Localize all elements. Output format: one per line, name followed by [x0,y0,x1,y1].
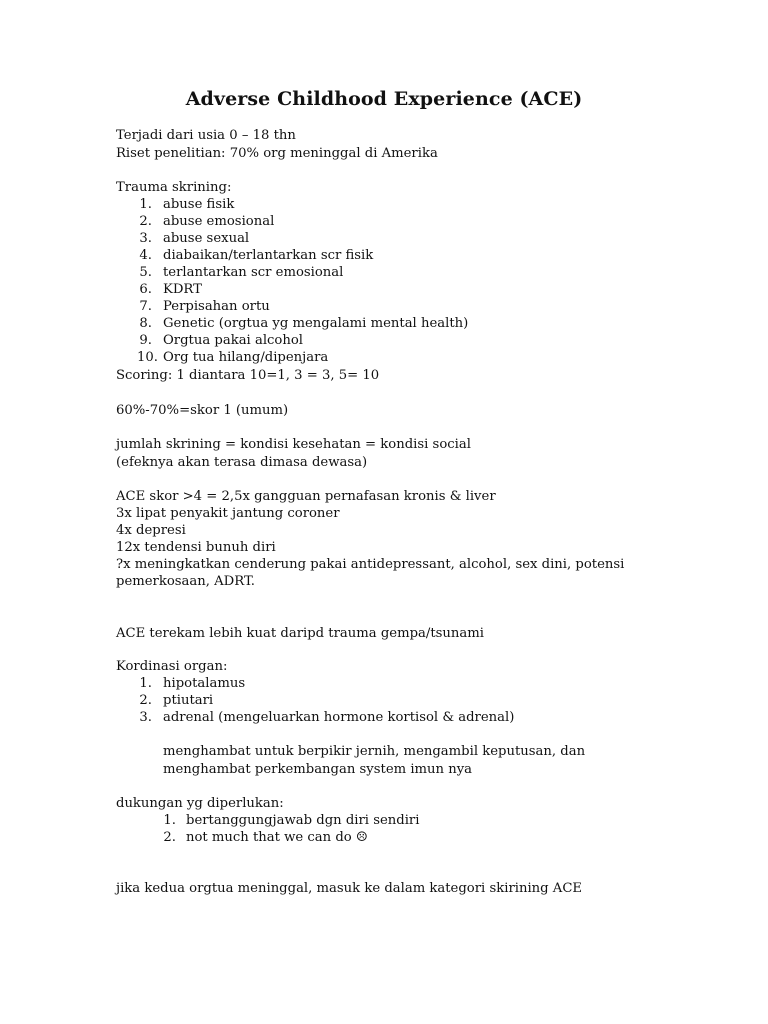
common-score: 60%-70%=skor 1 (umum) [116,403,289,418]
closing-statement: jika kedua orgtua meninggal, masuk ke dalam kategori skirining ACE [116,881,583,896]
organs-heading: Kordinasi organ: [116,659,228,674]
list-number: 3. [139,710,152,725]
risk-line: 4x depresi [116,523,186,538]
list-number: 1. [139,197,152,212]
organs-effect: menghambat perkembangan system imun nya [163,762,473,777]
risk-line: 12x tendensi bunuh diri [116,540,276,555]
relation-line: jumlah skrining = kondisi kesehatan = kondisi social [116,437,471,452]
risk-line: 3x lipat penyakit jantung coroner [116,506,340,521]
list-text: not much that we can do ☹ [186,830,368,845]
list-text: Org tua hilang/dipenjara [163,350,329,365]
list-text: diabaikan/terlantarkan scr fisik [163,248,374,263]
list-number: 4. [139,248,152,263]
list-number: 6. [139,282,152,297]
intro-research: Riset penelitian: 70% org meninggal di Amerika [116,146,438,161]
list-number: 7. [139,299,152,314]
relation-note: (efeknya akan terasa dimasa dewasa) [116,455,368,470]
list-number: 2. [139,214,152,229]
risk-line: pemerkosaan, ADRT. [116,574,256,589]
list-number: 5. [139,265,152,280]
list-number: 2. [139,693,152,708]
risk-line: ?x meningkatkan cenderung pakai antidepressant, alcohol, sex dini, potensi [116,557,625,572]
scoring-rule: Scoring: 1 diantara 10=1, 3 = 3, 5= 10 [116,368,380,383]
document-title: Adverse Childhood Experience (ACE) [185,88,583,110]
list-number: 1. [139,676,152,691]
list-number: 10. [137,350,158,365]
list-text: bertanggungjawab dgn diri sendiri [186,813,420,828]
risk-line: ACE skor >4 = 2,5x gangguan pernafasan kronis & liver [116,489,496,504]
list-number: 9. [139,333,152,348]
list-text: Genetic (orgtua yg mengalami mental health) [163,316,469,331]
memory-statement: ACE terekam lebih kuat daripd trauma gempa/tsunami [116,626,484,641]
organs-effect: menghambat untuk berpikir jernih, mengambil keputusan, dan [163,744,586,759]
support-heading: dukungan yg diperlukan: [116,796,284,811]
list-text: KDRT [163,282,202,297]
list-number: 2. [163,830,176,845]
list-text: abuse fisik [163,197,235,212]
screening-heading: Trauma skrining: [116,180,232,195]
intro-age-range: Terjadi dari usia 0 – 18 thn [116,128,296,143]
list-text: abuse sexual [163,231,250,246]
list-text: adrenal (mengeluarkan hormone kortisol & adrenal) [163,710,515,725]
list-number: 3. [139,231,152,246]
list-text: terlantarkan scr emosional [163,265,344,280]
list-text: ptiutari [163,693,214,708]
list-text: hipotalamus [163,676,246,691]
list-number: 8. [139,316,152,331]
list-number: 1. [163,813,176,828]
list-text: Perpisahan ortu [163,299,270,314]
list-text: abuse emosional [163,214,275,229]
list-text: Orgtua pakai alcohol [163,333,304,348]
